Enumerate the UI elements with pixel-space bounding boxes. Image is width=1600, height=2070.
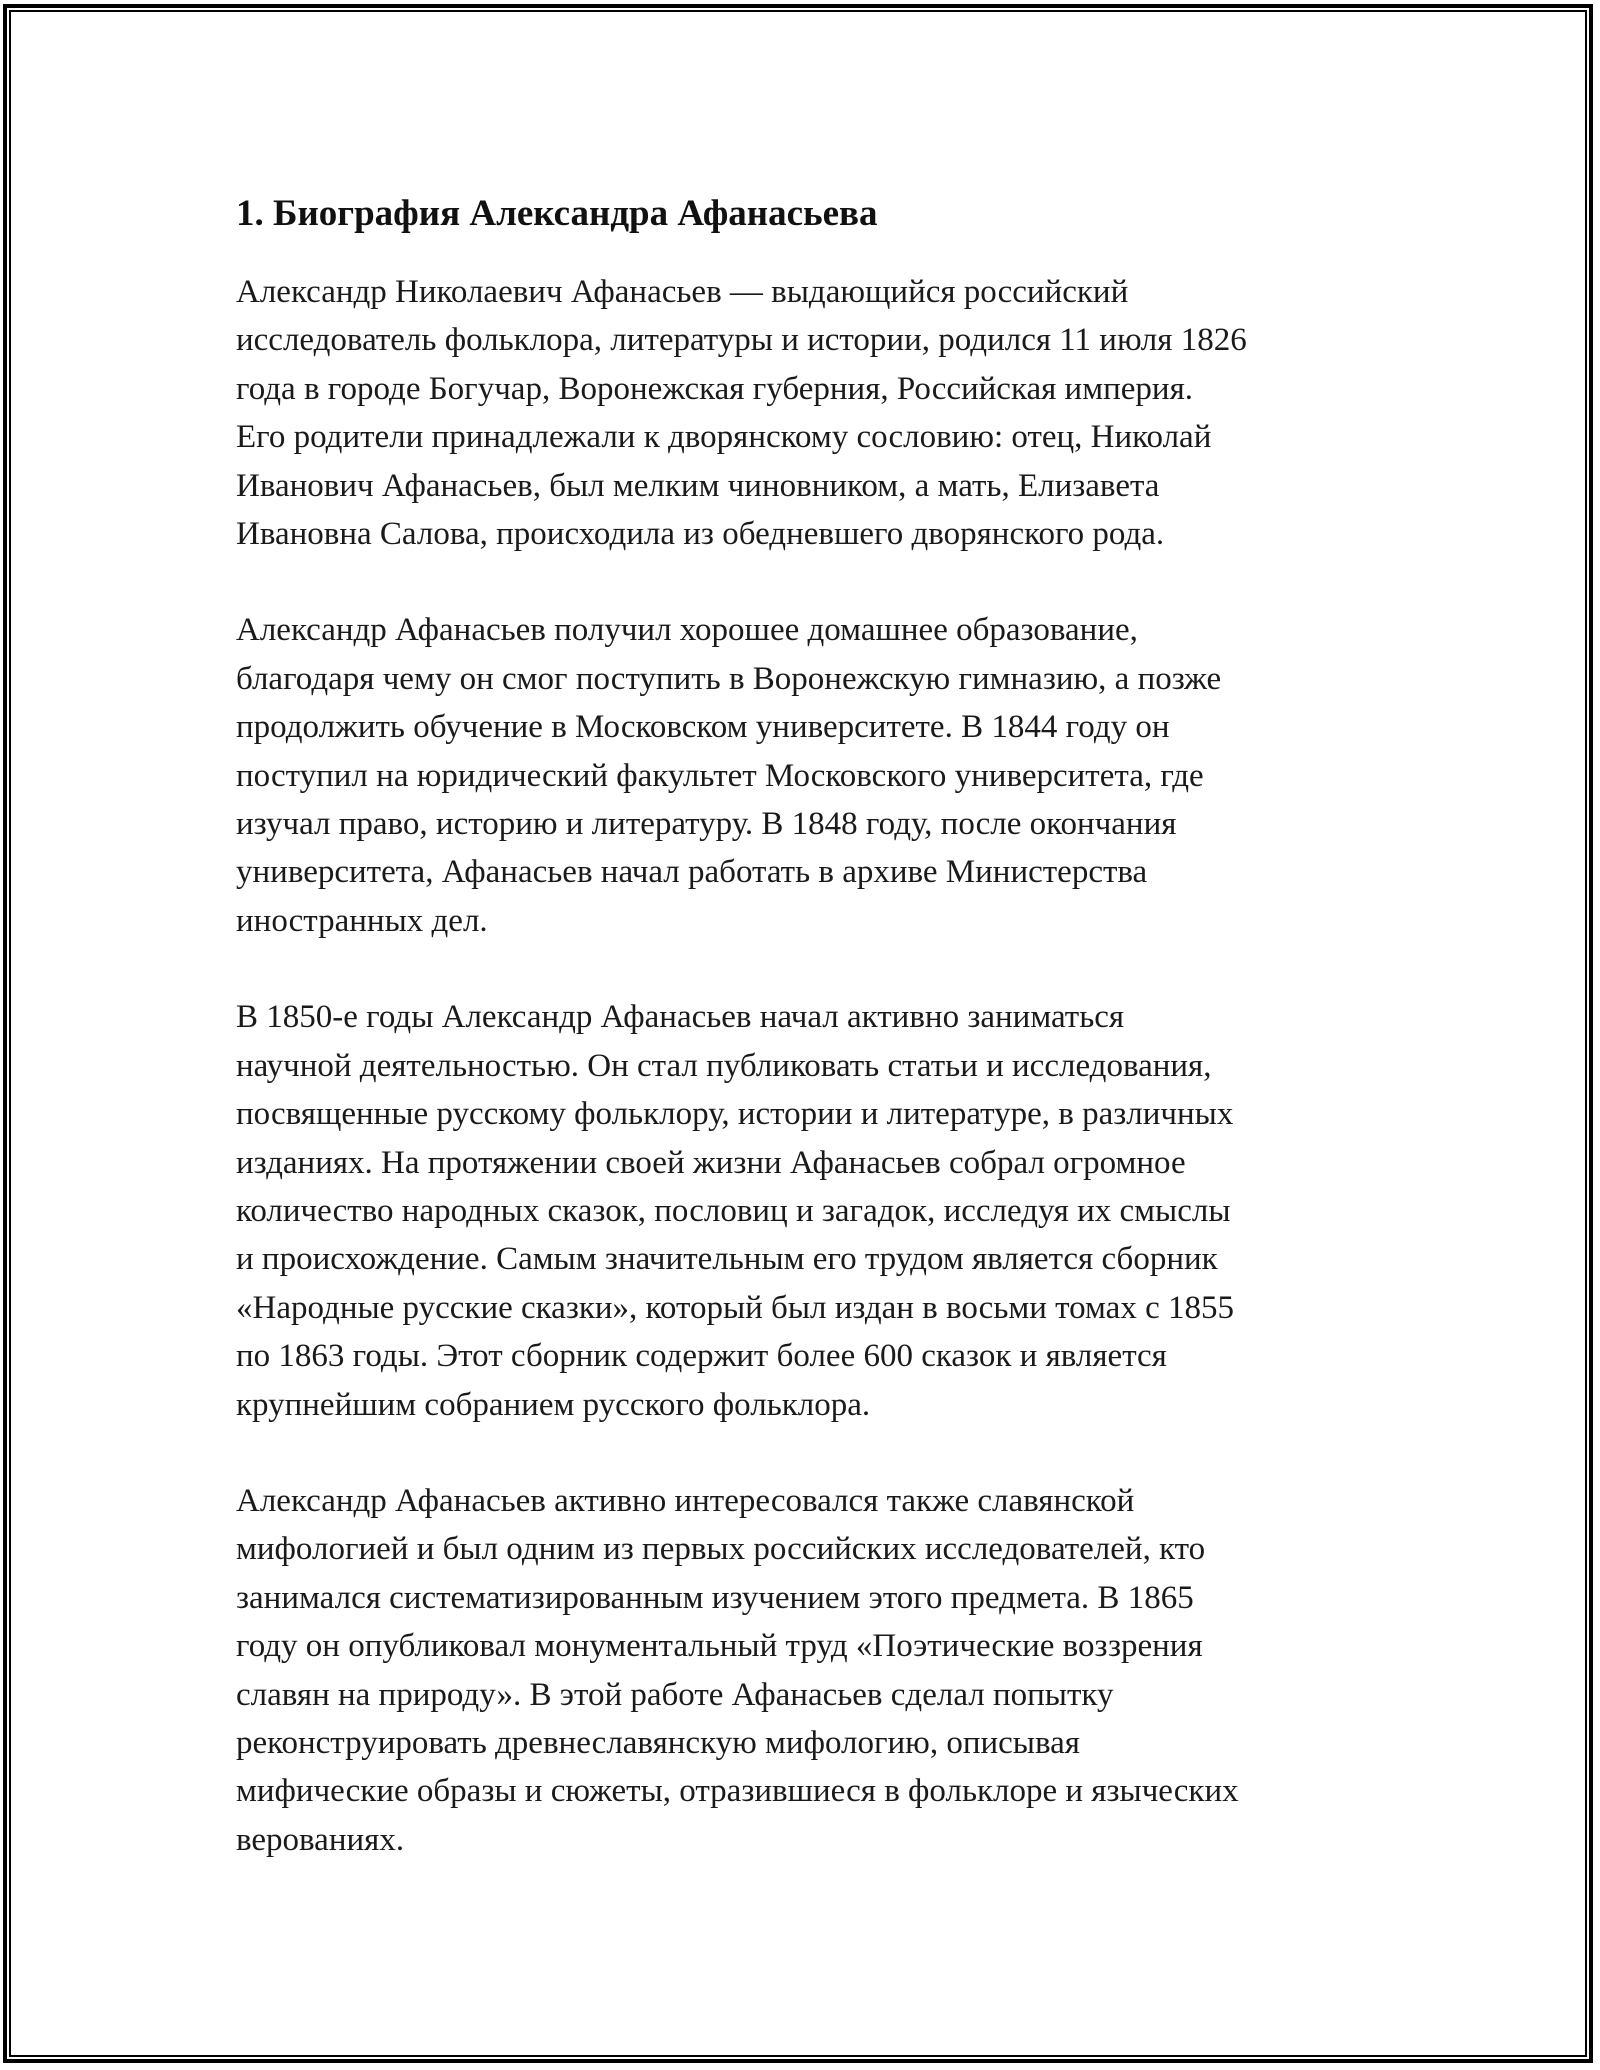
section-heading: 1. Биография Александра Афанасьева <box>236 193 878 234</box>
paragraph-1: Александр Николаевич Афанасьев — выдающийся российский исследователь фольклора, литературы и истории, родился 11 июля 1826 года в городе Богучар, Воронежская губерния, Российская империя. Его родители принадлежали к дворянскому сословию: отец, Николай Иванович Афанасьев, был мелким чиновником, а мать, Елизавета Ивановна Салова, происходила из обедневшего дворянского рода. <box>236 274 1247 553</box>
paragraph-3: В 1850-е годы Александр Афанасьев начал активно заниматься научной деятельностью. Он стал публиковать статьи и исследования, посвященные русскому фольклору, истории и литературе, в различных изданиях. На протяжении своей жизни Афанасьев собрал огромное количество народных сказок, пословиц и загадок, исследуя их смыслы и происхождение. Самым значительным его трудом является сборник «Народные русские сказки», который был издан в восьми томах с 1855 по 1863 годы. Этот сборник содержит более 600 сказок и является крупнейшим собранием русского фольклора. <box>236 999 1234 1423</box>
document-body <box>236 188 1376 1912</box>
paragraph-4: Александр Афанасьев активно интересовался также славянской мифологией и был одним из первых российских исследователей, кто занимался систематизированным изучением этого предмета. В 1865 году он опубликовал монументальный труд «Поэтические воззрения славян на природу». В этой работе Афанасьев сделал попытку реконструировать древнеславянскую мифологию, описывая мифические образы и сюжеты, отразившиеся в фольклоре и языческих верованиях. <box>236 1482 1239 1858</box>
paragraph-2: Александр Афанасьев получил хорошее домашнее образование, благодаря чему он смог поступить в Воронежскую гимназию, а позже продолжить обучение в Московском университете. В 1844 году он поступил на юридический факультет Московского университета, где изучал право, историю и литературу. В 1848 году, после окончания университета, Афанасьев начал работать в архиве Министерства иностранных дел. <box>236 612 1222 939</box>
